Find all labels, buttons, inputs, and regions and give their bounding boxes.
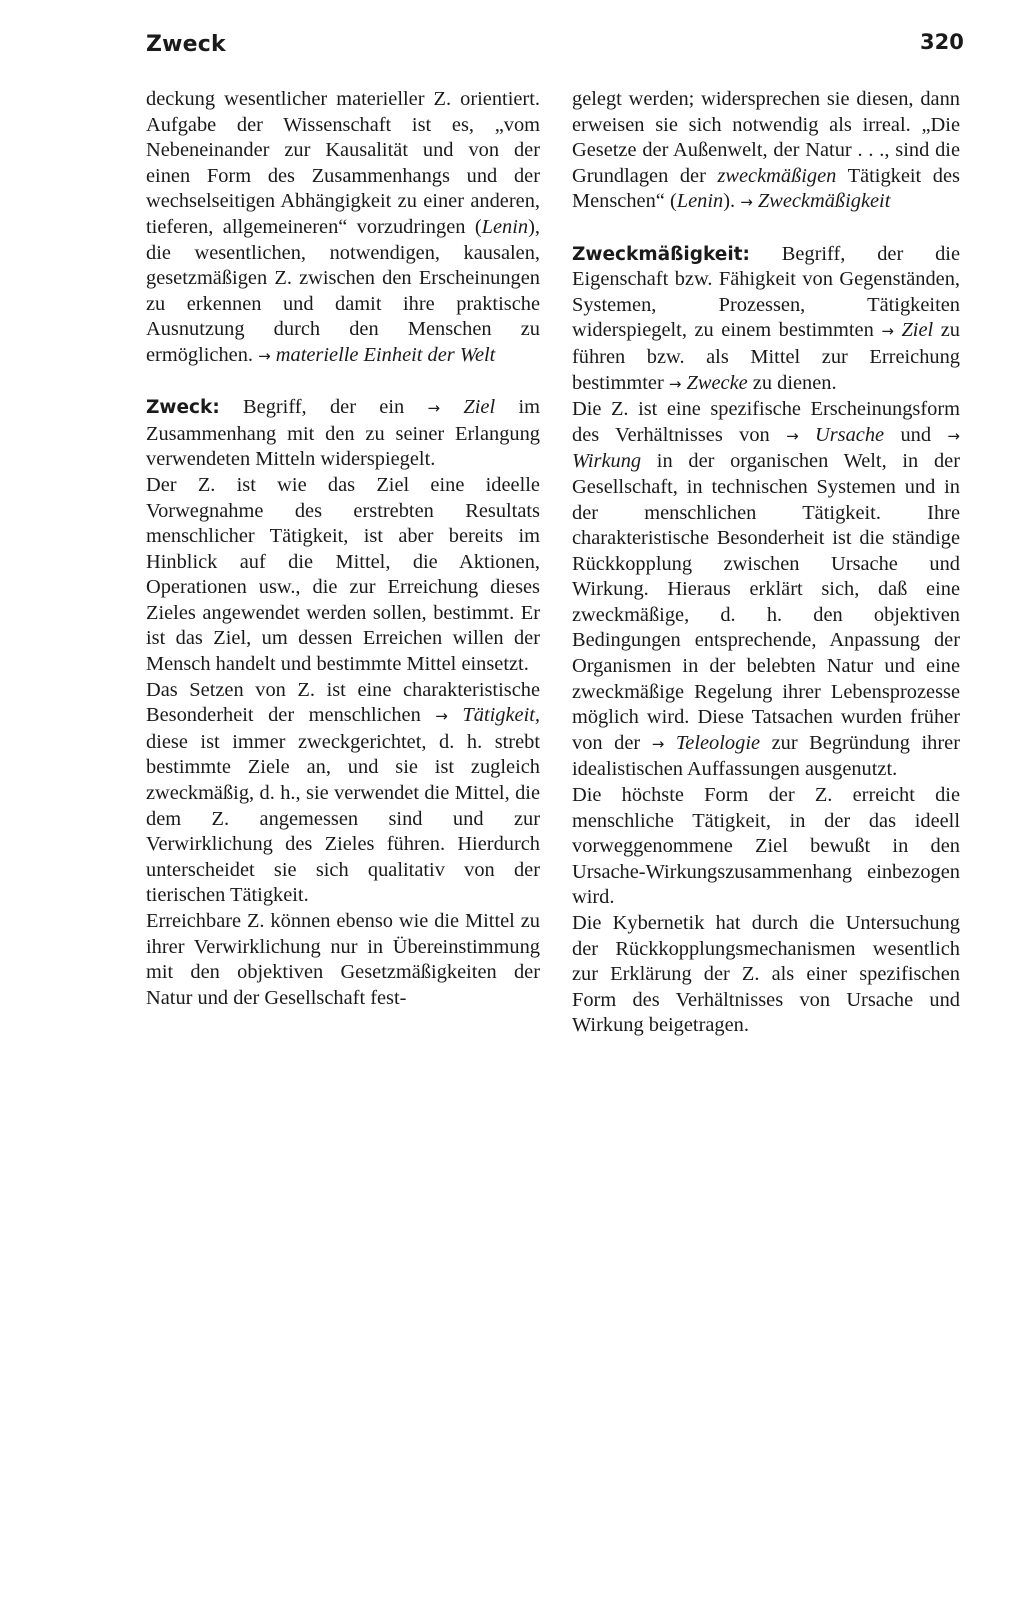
cross-reference[interactable]: materielle Einheit der Welt bbox=[275, 343, 496, 366]
cross-reference[interactable]: Ursache bbox=[815, 423, 885, 446]
paragraph: Die Z. ist eine spezifische Erscheinungsform des Verhältnisses von → Ursache und → Wirkung in der organischen Welt, in der Gesellschaft, in technischen Systemen und in der menschlichen Tätigkeit. Ihre charakteristische Besonderheit ist die ständige Rückkopplung zwischen Ursache und Wirkung. Hieraus erklärt sich, daß eine zweckmäßige, d. h. den objektiven Bedingungen entsprechende, Anpassung der Organismen in der belebten Natur und eine zweckmäßige Regelung ihrer Lebensprozesse möglich wird. Diese Tatsachen wurden früher von der → Teleologie zur Begründung ihrer idealistischen Auffassungen ausgenutzt. bbox=[572, 398, 960, 781]
right-column bbox=[572, 87, 960, 1039]
arrow-icon: → bbox=[651, 734, 665, 753]
arrow-icon: → bbox=[786, 426, 799, 445]
cross-reference[interactable]: Wirkung bbox=[572, 450, 642, 473]
paragraph: Das Setzen von Z. ist eine charakteristische Besonderheit der menschlichen → Tätigkeit, diese ist immer zweckgerichtet, d. h. strebt bestimmte Ziele an, und sie ist zugleich zweckmäßig, d. h., sie verwendet die Mittel, die dem Z. angemessen sind und zur Verwirklichung des Zieles führen. Hierdurch unterscheidet sie sich qualitativ von der tierischen Tätigkeit. bbox=[146, 678, 540, 907]
left-column bbox=[146, 87, 540, 1011]
cross-reference[interactable]: Zweckmäßigkeit bbox=[757, 190, 891, 213]
entry-zweckmaessigkeit: Zweckmäßigkeit: Begriff, der die Eigenschaft bzw. Fähigkeit von Gegenständen, Systemen, Prozessen, Tätigkeiten widerspiegelt, zu einem bestimmten → Ziel zu führen bzw. als Mittel zur Erreichung bestimmter → Zwecke zu dienen. bbox=[572, 242, 960, 394]
arrow-icon: → bbox=[740, 193, 753, 212]
cross-reference[interactable]: Ziel bbox=[463, 396, 496, 419]
cross-reference[interactable]: Ziel bbox=[901, 319, 934, 342]
arrow-icon: → bbox=[947, 426, 960, 445]
arrow-icon: → bbox=[668, 374, 682, 393]
arrow-icon: → bbox=[881, 322, 894, 341]
entry-zweck: Zweck: Begriff, der ein → Ziel im Zusammenhang mit den zu seiner Erlangung verwendeten Mitteln widerspiegelt. bbox=[146, 396, 540, 471]
arrow-icon: → bbox=[435, 707, 448, 726]
running-head: Zweck bbox=[146, 32, 226, 57]
cross-reference[interactable]: Tätigkeit, bbox=[462, 704, 540, 727]
paragraph: Die höchste Form der Z. erreicht die menschliche Tätigkeit, in der das ideell vorweggenommene Ziel bewußt in den Ursache-Wirkungszusammenhang einbezogen wird. bbox=[572, 784, 960, 909]
paragraph: gelegt werden; widersprechen sie diesen, dann erweisen sie sich notwendig als irreal. „Die Gesetze der Außenwelt, der Natur . . ., sind die Grundlagen der zweckmäßigen Tätigkeit des Menschen“ (Lenin). → Zweckmäßigkeit bbox=[572, 88, 960, 213]
paragraph: Erreichbare Z. können ebenso wie die Mittel zu ihrer Verwirklichung nur in Übereinstimmung mit den objektiven Gesetzmäßigkeiten der Natur und der Gesellschaft fest- bbox=[146, 910, 540, 1009]
paragraph: Die Kybernetik hat durch die Untersuchung der Rückkopplungsmechanismen wesentlich zur Erklärung der Z. als einer spezifischen Form des Verhältnisses von Ursache und Wirkung beigetragen. bbox=[572, 912, 960, 1037]
arrow-icon: → bbox=[427, 399, 441, 418]
headword: Zweck: bbox=[146, 397, 220, 419]
arrow-icon: → bbox=[258, 346, 271, 365]
page-number: 320 bbox=[920, 30, 964, 54]
cross-reference[interactable]: Zwecke bbox=[686, 371, 748, 394]
cross-reference[interactable]: Teleologie bbox=[675, 731, 761, 754]
paragraph: Der Z. ist wie das Ziel eine ideelle Vorwegnahme des erstrebten Resultats menschlicher Tätigkeit, ist aber bereits im Hinblick auf die Mittel, die Aktionen, Operationen usw., die zur Erreichung dieses Zieles angewendet werden sollen, bestimmt. Er ist das Ziel, um dessen Erreichen willen der Mensch handelt und bestimmte Mittel einsetzt. bbox=[146, 473, 540, 676]
paragraph: deckung wesentlicher materieller Z. orientiert. Aufgabe der Wissenschaft ist es, „vom Nebeneinander zur Kausalität und von der einen Form des Zusammenhangs und der wechselseitigen Abhängigkeit zu einer anderen, tieferen, allgemeineren“ vorzudringen (Lenin), die wesentlichen, notwendigen, kausalen, gesetzmäßigen Z. zwischen den Erscheinungen zu erkennen und damit ihre praktische Ausnutzung durch den Menschen zu ermöglichen. → materielle Einheit der Welt bbox=[146, 88, 540, 366]
headword: Zweckmäßigkeit: bbox=[572, 243, 750, 265]
